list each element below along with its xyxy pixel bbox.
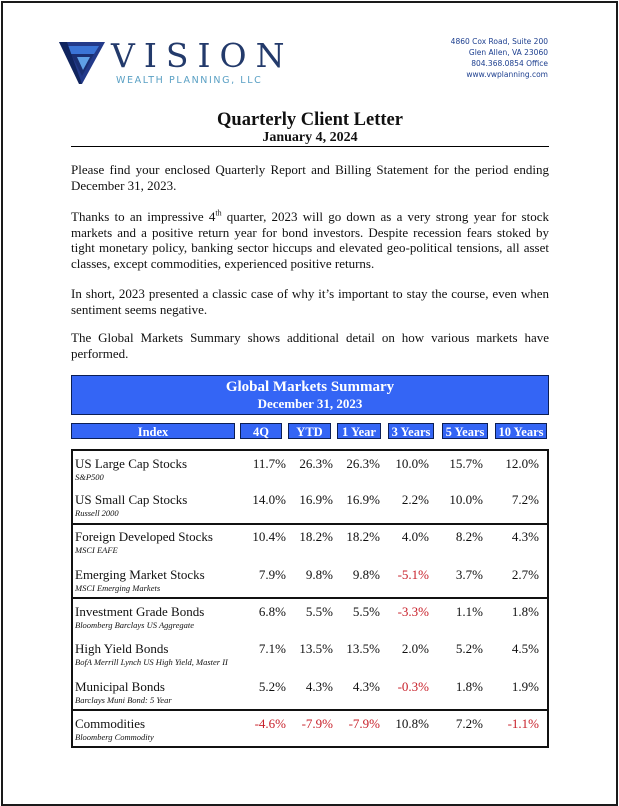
asset-class-name: US Small Cap Stocks [75,492,188,507]
table-row [73,674,547,711]
column-header-5-years: 5 Years [442,423,488,439]
benchmark-index: MSCI EAFE [75,545,118,555]
value-ytd: 4.3% [305,679,333,694]
benchmark-index: Russell 2000 [75,508,119,518]
asset-class-name: High Yield Bonds [75,641,169,656]
paragraph-intro: Please find your enclosed Quarterly Report and Billing Statement for the period ending December 31, 2023. [71,162,549,193]
value-ytd: -7.9% [301,716,333,731]
triangle-v-logo-icon [59,40,105,84]
value-3-years: 2.0% [401,641,429,656]
value-4q: 7.9% [258,567,286,582]
value-1-year: 16.9% [346,492,380,507]
table-row [73,487,547,524]
table-row [73,711,547,748]
asset-class-name: US Large Cap Stocks [75,456,188,471]
value-5-years: 1.1% [455,604,483,619]
paragraph-text: Thanks to an impressive 4 [71,209,216,224]
value-10-years: 4.3% [511,529,539,544]
asset-class-name: Investment Grade Bonds [75,604,205,619]
value-1-year: 9.8% [352,567,380,582]
benchmark-index: Barclays Muni Bond: 5 Year [75,695,172,705]
value-1-year: 5.5% [352,604,380,619]
value-ytd: 16.9% [299,492,333,507]
address-block [451,36,548,80]
value-ytd: 5.5% [305,604,333,619]
value-3-years: 10.8% [395,716,429,731]
company-name: VISION [111,36,294,75]
column-header-index: Index [71,423,235,439]
value-1-year: 4.3% [352,679,380,694]
company-tagline: WEALTH PLANNING, LLC [116,75,263,86]
value-3-years: 2.2% [401,492,429,507]
value-10-years: 2.7% [511,567,539,582]
column-header-3-years: 3 Years [388,423,434,439]
value-5-years: 8.2% [455,529,483,544]
markets-table [71,449,549,748]
asset-class-name: Municipal Bonds [75,679,165,694]
value-4q: -4.6% [254,716,286,731]
asset-class-name: Foreign Developed Stocks [75,529,213,544]
benchmark-index: Bloomberg Commodity [75,732,154,742]
address-line-city: Glen Allen, VA 23060 [468,48,548,57]
value-1-year: 13.5% [346,641,380,656]
table-row [73,562,547,599]
value-ytd: 26.3% [299,456,333,471]
title-divider [71,146,549,147]
value-3-years: 10.0% [395,456,429,471]
value-1-year: -7.9% [348,716,380,731]
value-5-years: 1.8% [455,679,483,694]
value-4q: 6.8% [258,604,286,619]
value-3-years: -3.3% [397,604,429,619]
value-4q: 5.2% [258,679,286,694]
value-10-years: -1.1% [507,716,539,731]
value-5-years: 7.2% [455,716,483,731]
address-line-phone: 804.368.0854 Office [471,59,548,68]
value-5-years: 10.0% [449,492,483,507]
value-ytd: 18.2% [299,529,333,544]
value-5-years: 15.7% [449,456,483,471]
benchmark-index: MSCI Emerging Markets [75,583,161,593]
value-1-year: 26.3% [346,456,380,471]
paragraph-text: quarter, 2023 will go down as a very strong year for stock markets and a positive return year for bond investors. Despite recession fears stoked by tight monetary policy, banking sector hiccups and elevated geo-political tensions, all asset classes, except commodities, experienced positive returns. [71,209,549,271]
value-10-years: 12.0% [505,456,539,471]
value-10-years: 7.2% [511,492,539,507]
global-markets-summary-header [71,375,549,415]
value-ytd: 9.8% [305,567,333,582]
value-1-year: 18.2% [346,529,380,544]
asset-class-name: Commodities [75,716,146,731]
paragraph-stay-the-course: In short, 2023 presented a classic case of why it’s important to stay the course, even when sentiment seems negative. [71,286,549,317]
value-3-years: 4.0% [401,529,429,544]
table-row [73,451,547,488]
benchmark-index: S&P500 [75,472,104,482]
value-10-years: 4.5% [511,641,539,656]
summary-title: Global Markets Summary [225,379,395,395]
value-10-years: 1.8% [511,604,539,619]
value-4q: 10.4% [252,529,286,544]
value-3-years: -5.1% [397,567,429,582]
value-ytd: 13.5% [299,641,333,656]
paragraph-summary-intro: The Global Markets Summary shows additional detail on how various markets have performed. [71,330,549,361]
table-row [73,599,547,636]
value-4q: 14.0% [252,492,286,507]
benchmark-index: Bloomberg Barclays US Aggregate [75,620,195,630]
value-3-years: -0.3% [397,679,429,694]
summary-date: December 31, 2023 [257,396,363,411]
benchmark-index: BofA Merrill Lynch US High Yield, Master II [75,657,228,667]
value-4q: 7.1% [258,641,286,656]
column-header-10-years: 10 Years [495,423,547,439]
table-row [73,636,547,673]
asset-class-name: Emerging Market Stocks [75,567,205,582]
table-row [73,524,547,561]
address-line-website[interactable]: www.vwplanning.com [466,70,548,79]
column-header-ytd: YTD [288,423,331,439]
value-5-years: 5.2% [455,641,483,656]
column-header-4q: 4Q [240,423,282,439]
company-logo [59,36,294,88]
value-4q: 11.7% [252,456,286,471]
letter-date: January 4, 2024 [262,130,358,145]
paragraph-fourth-quarter [71,209,549,271]
letter-title: Quarterly Client Letter [217,110,403,130]
value-10-years: 1.9% [511,679,539,694]
address-line-street: 4860 Cox Road, Suite 200 [450,37,548,46]
column-header-1-year: 1 Year [337,423,381,439]
value-5-years: 3.7% [455,567,483,582]
superscript: th [215,208,222,218]
